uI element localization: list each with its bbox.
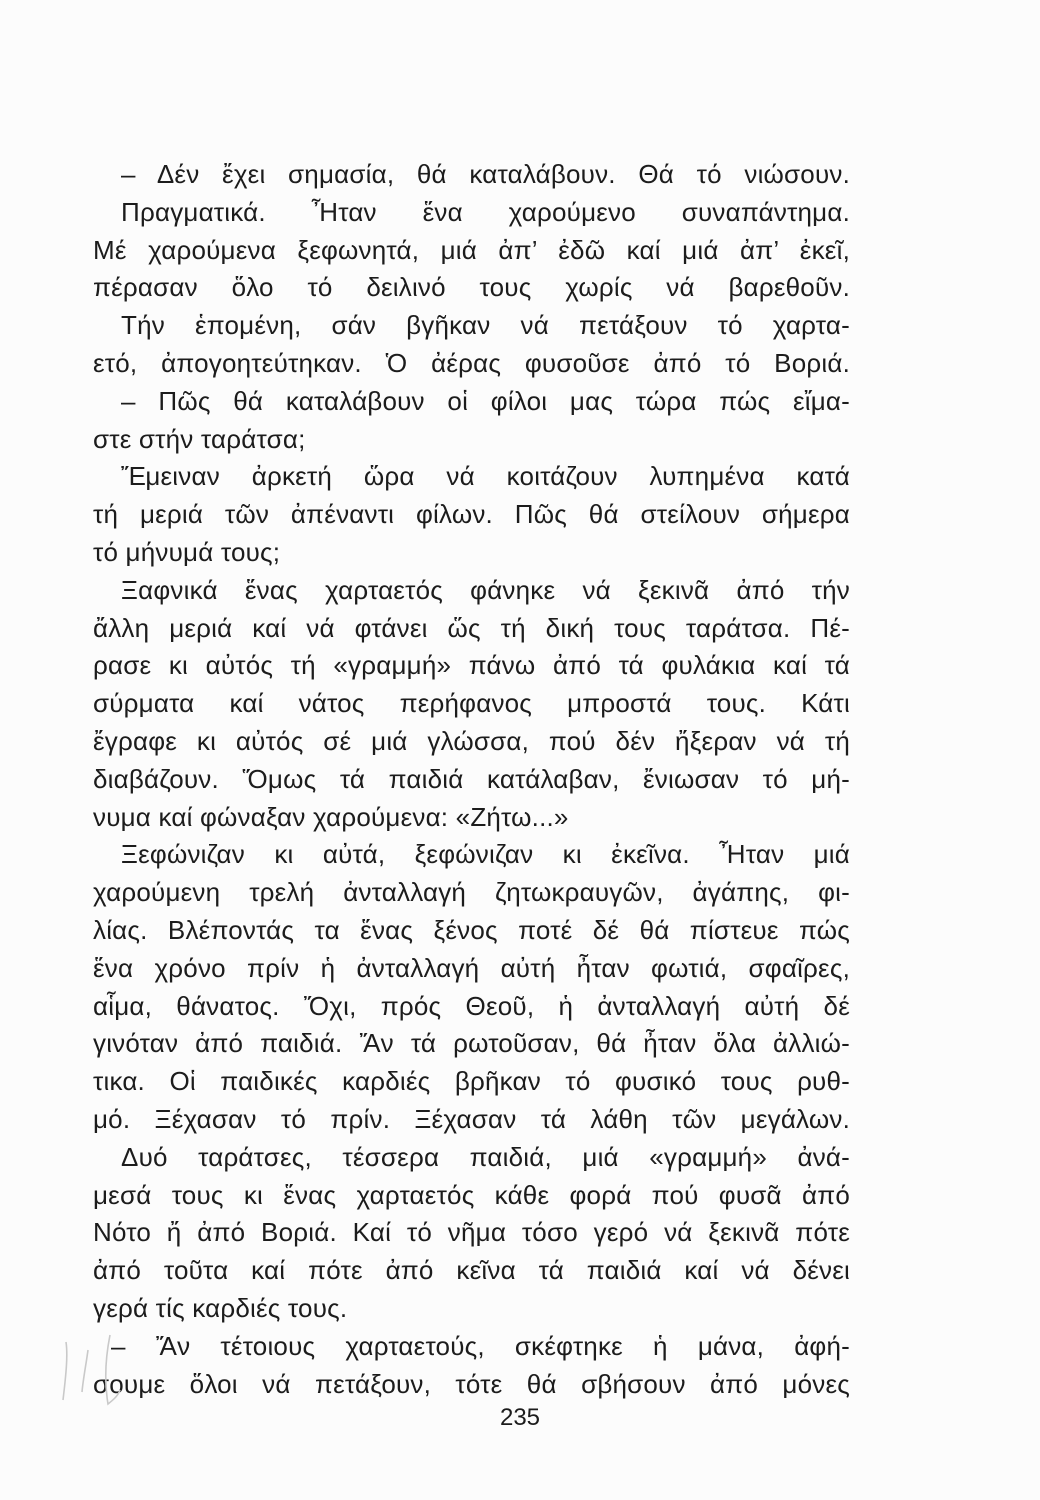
text-line: γερά τίς καρδιές τους.: [93, 1292, 348, 1323]
text-line: – Ἄν τέτοιους χαρταετούς, σκέφτηκε ἡ μάνα, ἀφή-: [111, 1330, 850, 1361]
text-line: Ξαφνικά ἕνας χαρταετός φάνηκε νά ξεκινᾶ ἀπό τήν: [121, 574, 850, 605]
text-line: ρασε κι αὐτός τή «γραμμή» πάνω ἀπό τά φυλάκια καί τά: [93, 650, 850, 681]
text-line: Ἔμειναν ἀρκετή ὥρα νά κοιτάζουν λυπημένα κατά: [121, 461, 850, 492]
text-line: Πραγματικά. Ἦταν ἕνα χαρούμενο συναπάντημα.: [121, 196, 850, 227]
text-line: σουμε ὅλοι νά πετάξουν, τότε θά σβήσουν ἀπό μόνες: [93, 1368, 850, 1399]
text-line: Ξεφώνιζαν κι αὐτά, ξεφώνιζαν κι ἐκεῖνα. Ἦταν μιά: [121, 839, 850, 870]
text-line: – Δέν ἔχει σημασία, θά καταλάβουν. Θά τό νιώσουν.: [121, 159, 850, 189]
page-number: 235: [499, 1404, 541, 1431]
text-line: τή μεριά τῶν ἀπέναντι φίλων. Πῶς θά στείλουν σήμερα: [93, 499, 850, 530]
text-line: Δυό ταράτσες, τέσσερα παιδιά, μιά «γραμμή» ἀνά-: [121, 1141, 850, 1172]
text-line: λίας. Βλέποντάς τα ἕνας ξένος ποτέ δέ θά πίστευε πώς: [93, 914, 850, 945]
text-line: ἀπό τοῦτα καί πότε ἀπό κεῖνα τά παιδιά καί νά δένει: [93, 1255, 850, 1286]
text-line: Μέ χαρούμενα ξεφωνητά, μιά ἀπ’ ἐδῶ καί μιά ἀπ’ ἐκεῖ,: [93, 234, 850, 265]
text-line: μεσά τους κι ἕνας χαρταετός κάθε φορά πού φυσᾶ ἀπό: [93, 1179, 850, 1210]
text-line: Νότο ἤ ἀπό Βοριά. Καί τό νῆμα τόσο γερό νά ξεκινᾶ πότε: [93, 1217, 850, 1248]
pencil-mark: [58, 1330, 128, 1410]
text-line: ἄλλη μεριά καί νά φτάνει ὥς τή δική τους ταράτσα. Πέ-: [93, 612, 850, 643]
text-line: διαβάζουν. Ὅμως τά παιδιά κατάλαβαν, ἔνιωσαν τό μή-: [93, 763, 850, 794]
text-line: – Πῶς θά καταλάβουν οἱ φίλοι μας τώρα πώς εἴμα-: [121, 385, 850, 416]
text-line: Τήν ἑπομένη, σάν βγῆκαν νά πετάξουν τό χαρτα-: [121, 310, 850, 341]
text-line: ετό, ἀπογοητεύτηκαν. Ὁ ἀέρας φυσοῦσε ἀπό τό Βοριά.: [93, 347, 850, 378]
text-line: σύρματα καί νάτος περήφανος μπροστά τους. Κάτι: [93, 688, 850, 719]
text-line: νυμα καί φώναξαν χαρούμενα: «Ζήτω...»: [93, 801, 569, 832]
text-line: ἕνα χρόνο πρίν ἡ ἀνταλλαγή αὐτή ἦταν φωτιά, σφαῖρες,: [93, 952, 850, 983]
text-line: αἷμα, θάνατος. Ὄχι, πρός Θεοῦ, ἡ ἀνταλλαγή αὐτή δέ: [93, 990, 850, 1021]
text-line: πέρασαν ὅλο τό δειλινό τους χωρίς νά βαρεθοῦν.: [93, 272, 850, 303]
text-line: τικα. Οἱ παιδικές καρδιές βρῆκαν τό φυσικό τους ρυθ-: [93, 1066, 850, 1097]
text-line: μό. Ξέχασαν τό πρίν. Ξέχασαν τά λάθη τῶν μεγάλων.: [93, 1103, 850, 1134]
text-line: στε στήν ταράτσα;: [93, 423, 306, 454]
text-line: χαρούμενη τρελή ἀνταλλαγή ζητωκραυγῶν, ἀγάπης, φι-: [93, 877, 850, 908]
text-line: ἔγραφε κι αὐτός σέ μιά γλώσσα, πού δέν ἤξεραν νά τή: [93, 725, 850, 756]
text-line: τό μήνυμά τους;: [93, 536, 281, 567]
text-line: γινόταν ἀπό παιδιά. Ἄν τά ρωτοῦσαν, θά ἦταν ὅλα ἀλλιώ-: [93, 1028, 850, 1059]
body-text: [93, 156, 850, 1403]
